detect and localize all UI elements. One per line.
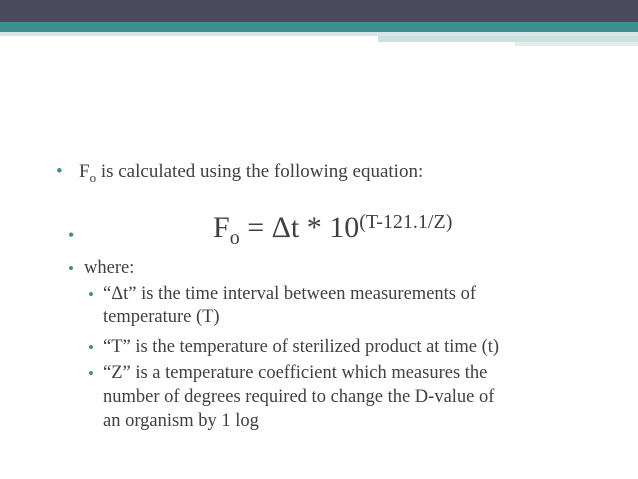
list-item-continuation: an organism by 1 log: [103, 411, 259, 431]
list-item-continuation: number of degrees required to change the D-value of: [103, 387, 495, 407]
top-banner-light: [515, 42, 638, 46]
subscript: o: [89, 169, 97, 185]
f-symbol: F: [213, 211, 230, 244]
bullet-icon: •: [88, 285, 94, 304]
list-item-continuation: temperature (T): [103, 307, 220, 327]
top-banner-dark: [0, 0, 638, 22]
equation: [213, 211, 453, 249]
where-label: where:: [84, 258, 135, 278]
bullet-icon: •: [68, 259, 74, 278]
subscript: o: [229, 227, 240, 249]
exponent: (T-121.1/Z): [359, 211, 453, 233]
list-item: “T” is the temperature of sterilized product at time (t): [103, 337, 500, 357]
f-symbol: F: [79, 161, 90, 182]
bullet-icon: •: [68, 225, 75, 245]
top-banner-teal: [0, 22, 638, 32]
bullet-icon: •: [88, 364, 94, 383]
equation-body: = Δt * 10: [239, 211, 360, 244]
list-item: “Z” is a temperature coefficient which measures the: [103, 363, 488, 383]
bullet-icon: •: [88, 338, 94, 357]
list-item: “Δt” is the time interval between measurements of: [103, 284, 477, 304]
bullet-icon: •: [56, 161, 63, 182]
intro-text: [79, 161, 423, 183]
intro-rest: is calculated using the following equation:: [96, 161, 424, 182]
